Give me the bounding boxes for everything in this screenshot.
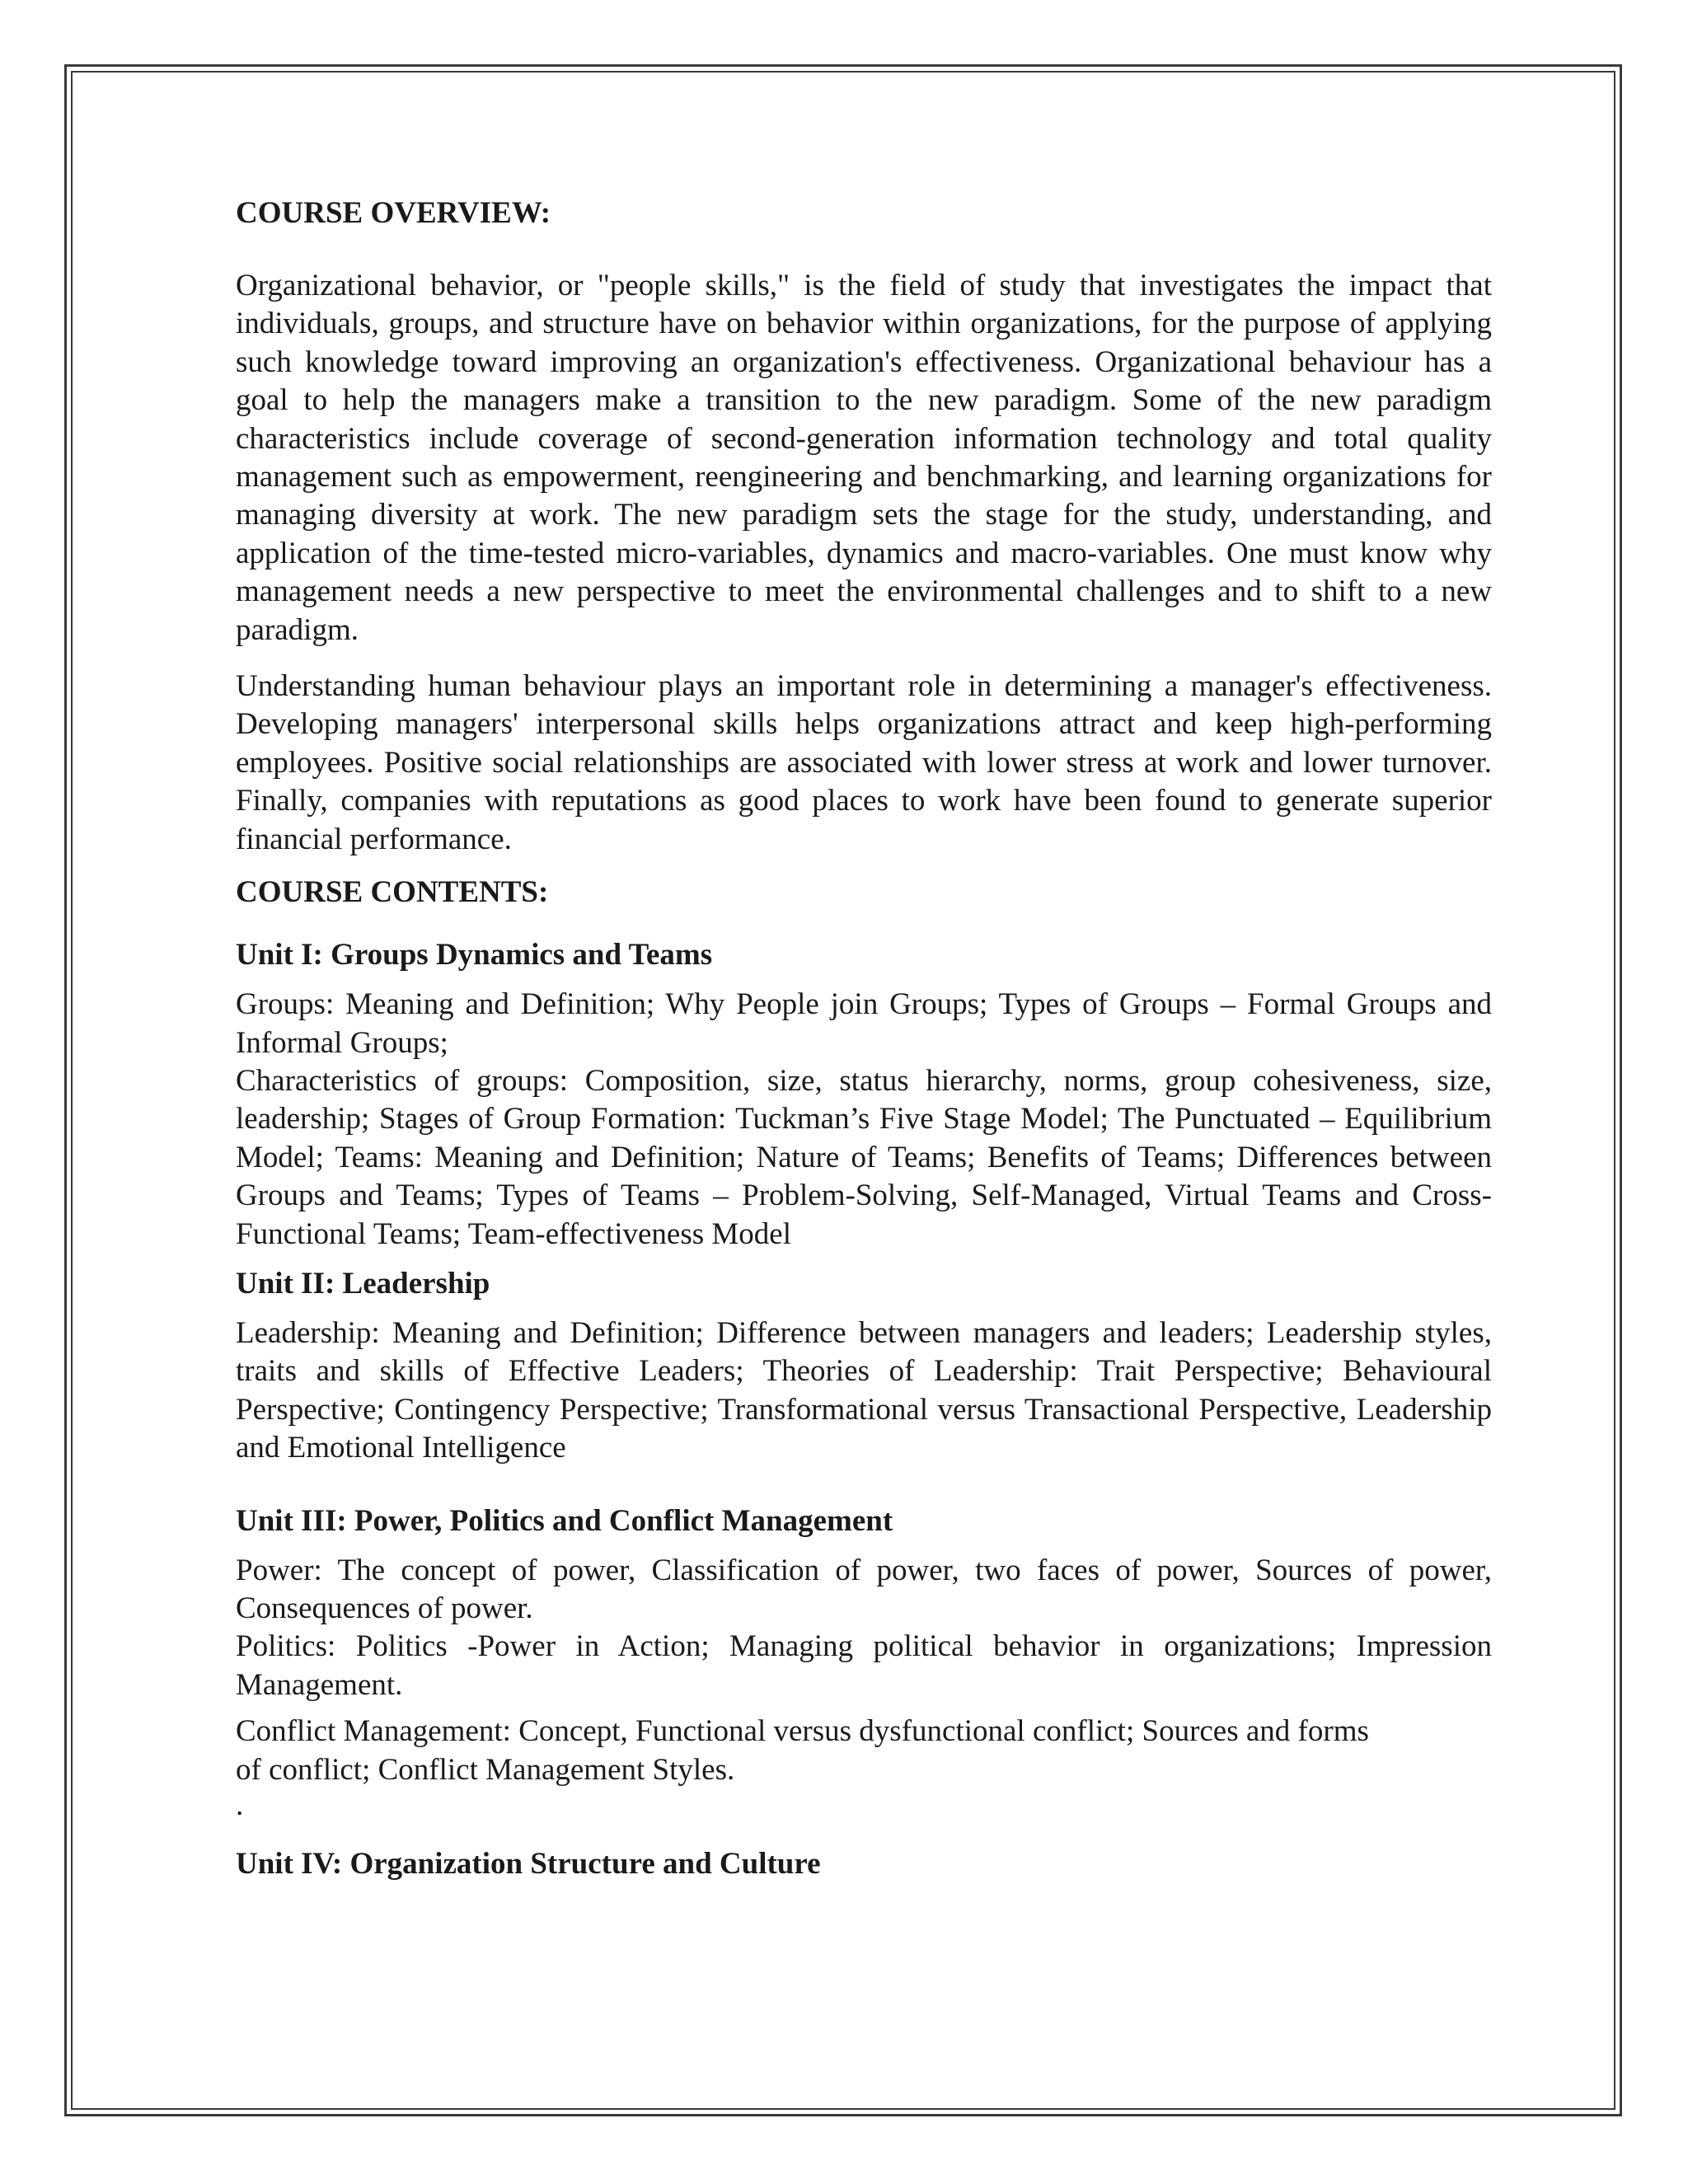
overview-paragraph-1: Organizational behavior, or "people skills," is the field of study that investigates the impact that individuals, groups, and structure have on behavior within organizations, for the purpose of applying such knowledge toward improving an organization's effectiveness. Organizational behaviour has a goal to help the managers make a transition to the new paradigm. Some of the new paradigm characteristics include coverage of second-generation information technology and total quality management such as empowerment, reengineering and benchmarking, and learning organizations for managing diversity at work. The new paradigm sets the stage for the study, understanding, and application of the time-tested micro-variables, dynamics and macro-variables. One must know why management needs a new perspective to meet the environmental challenges and to shift to a new paradigm. <box>236 269 1492 647</box>
overview-paragraph-2: Understanding human behaviour plays an important role in determining a manager's effectiveness. Developing managers' interpersonal skills helps organizations attract and keep high-performing employees. Positive social relationships are associated with lower stress at work and lower turnover. Finally, companies with reputations as good places to work have been found to generate superior financial performance. <box>236 669 1492 856</box>
unit-1-title: Unit I: Groups Dynamics and Teams <box>236 938 713 972</box>
unit-3-title: Unit III: Power, Politics and Conflict Management <box>236 1503 893 1538</box>
course-contents-heading: COURSE CONTENTS: <box>236 875 549 910</box>
unit-1-paragraph-2: Characteristics of groups: Composition, size, status hierarchy, norms, group cohesiveness, size, leadership; Stages of Group Formation: Tuckman’s Five Stage Model; The Punctuated – Equilibrium Model; Teams: Meaning and Definition; Nature of Teams; Benefits of Teams; Differences between Groups and Teams; Types of Teams – Problem-Solving, Self-Managed, Virtual Teams and Cross-Functional Teams; Team-effectiveness Model <box>236 1063 1492 1251</box>
stray-dot: . <box>236 1788 244 1822</box>
unit-2-title: Unit II: Leadership <box>236 1266 490 1301</box>
unit-3-paragraph-1: Power: The concept of power, Classification of power, two faces of power, Sources of power, Consequences of power. <box>236 1553 1492 1625</box>
course-overview-heading: COURSE OVERVIEW: <box>236 196 551 230</box>
unit-2-paragraph-1: Leadership: Meaning and Definition; Difference between managers and leaders; Leadership styles, traits and skills of Effective Leaders; Theories of Leadership: Trait Perspective; Behavioural Perspective; Contingency Perspective; Transformational versus Transactional Perspective, Leadership and Emotional Intelligence <box>236 1315 1492 1465</box>
document-body <box>236 194 1492 1883</box>
unit-1-paragraph-1: Groups: Meaning and Definition; Why People join Groups; Types of Groups – Formal Groups and Informal Groups; <box>236 987 1492 1060</box>
unit-3-paragraph-2: Politics: Politics -Power in Action; Managing political behavior in organizations; Impression Management. <box>236 1629 1492 1702</box>
unit-3-paragraph-3-line-2: of conflict; Conflict Management Styles. <box>236 1752 735 1787</box>
unit-3-paragraph-3-line-1: Conflict Management: Concept, Functional versus dysfunctional conflict; Sources and forms <box>236 1714 1369 1749</box>
unit-4-title: Unit IV: Organization Structure and Culture <box>236 1847 821 1881</box>
